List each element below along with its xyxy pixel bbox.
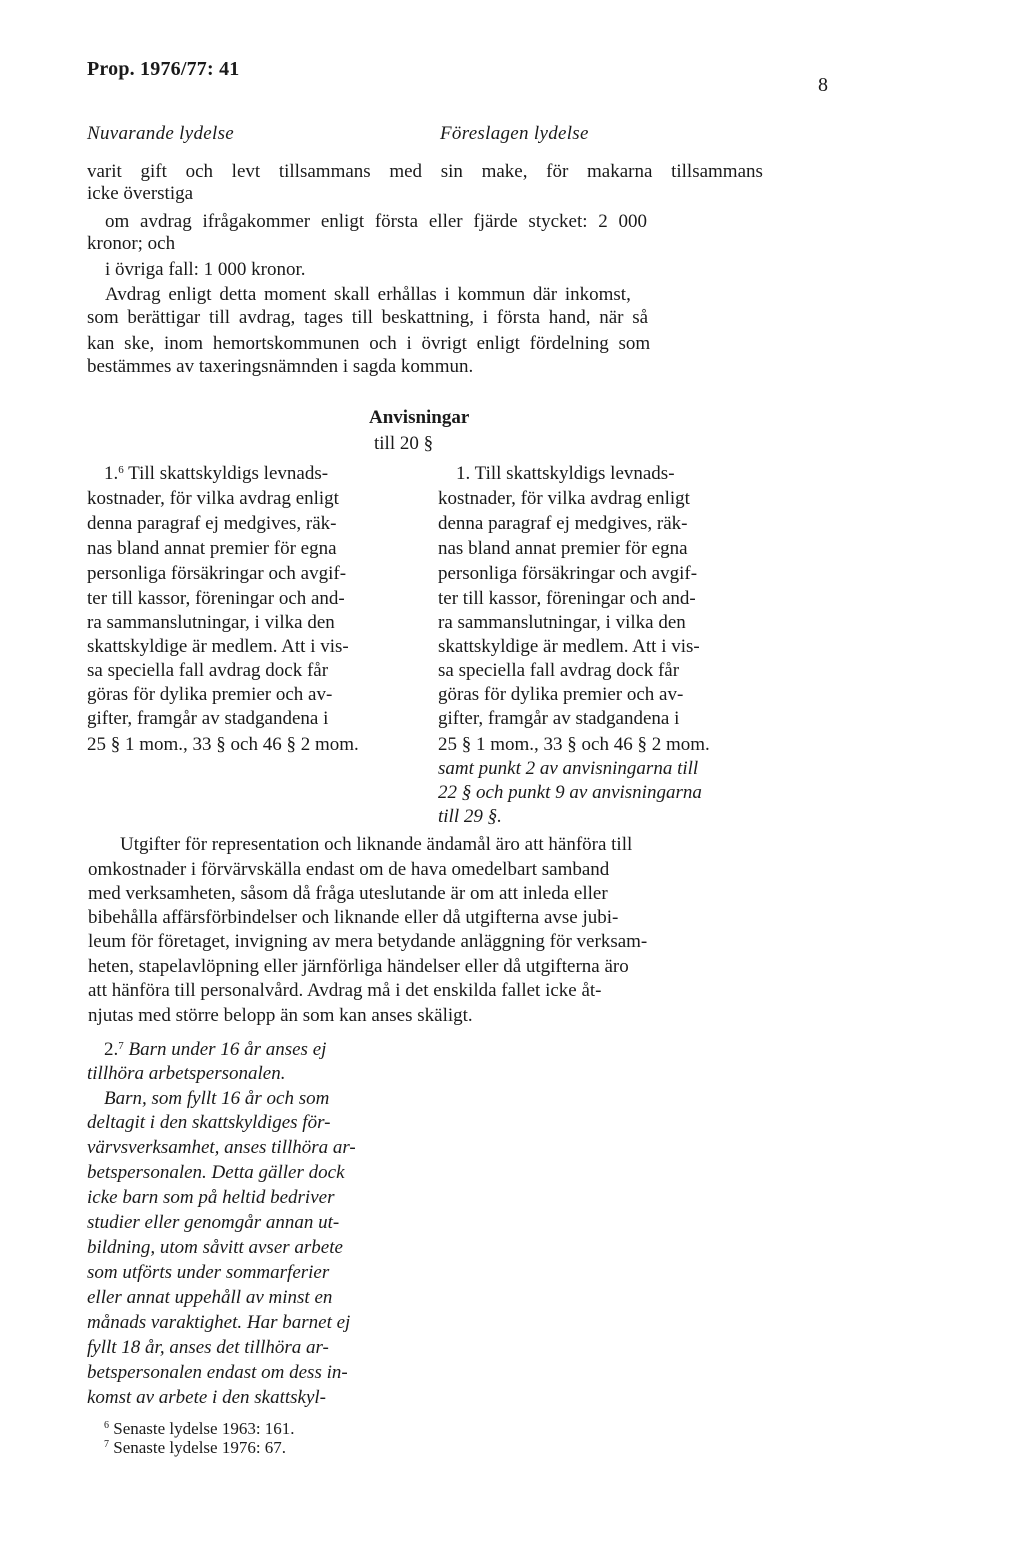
point2-line: betspersonalen endast om dess in- — [87, 1362, 348, 1383]
point1-proposed-line: skattskyldige är medlem. Att i vis- — [438, 636, 700, 657]
point1-proposed-added-line: samt punkt 2 av anvisningarna till — [438, 758, 699, 779]
representation-line: Utgifter för representation och liknande ändamål äro att hänföra till — [120, 834, 633, 855]
word: varit — [87, 161, 122, 182]
point1-current-line: sa speciella fall avdrag dock får — [87, 660, 329, 681]
point2-line: deltagit i den skattskyldiges för- — [87, 1112, 331, 1133]
word: med — [389, 161, 423, 182]
point2-line: Barn, som fyllt 16 år och som — [104, 1088, 330, 1109]
intro-line: kronor; och — [87, 233, 176, 254]
column-header-proposed: Föreslagen lydelse — [440, 123, 589, 144]
point1-marker: 1. — [104, 463, 119, 484]
representation-line: njutas med större belopp än som kan anses skäligt. — [88, 1005, 473, 1026]
point2-line: bildning, utom såvitt avser arbete — [87, 1237, 343, 1258]
point1-proposed-line: ra sammanslutningar, i vilka den — [438, 612, 686, 633]
page-number: 8 — [818, 74, 828, 96]
intro-line: icke överstiga — [87, 183, 194, 204]
word: makarna — [587, 161, 653, 182]
document-reference: Prop. 1976/77: 41 — [87, 58, 240, 80]
word: tillsammans — [671, 161, 763, 182]
point1-proposed-first-line: 1. Till skattskyldigs levnads- — [456, 463, 675, 484]
point2-line: fyllt 18 år, anses det tillhöra ar- — [87, 1337, 329, 1358]
point2-line: som utförts under sommarferier — [87, 1262, 330, 1283]
footnote-ref: 7 — [118, 1040, 124, 1052]
point1-current-line: denna paragraf ej medgives, räk- — [87, 513, 337, 534]
footnote-text: Senaste lydelse 1976: 67. — [113, 1438, 287, 1457]
point2-line: värvsverksamhet, anses tillhöra ar- — [87, 1137, 356, 1158]
point1-current-line: skattskyldige är medlem. Att i vis- — [87, 636, 349, 657]
footnote-mark: 6 — [104, 1420, 109, 1431]
point2-line: eller annat uppehåll av minst en — [87, 1287, 333, 1308]
footnote — [104, 1436, 286, 1459]
word: gift — [140, 161, 167, 182]
section-subheading: till 20 § — [374, 433, 434, 454]
point1-current-line: personliga försäkringar och avgif- — [87, 563, 347, 584]
intro-line: i övriga fall: 1 000 kronor. — [105, 259, 306, 280]
point1-current-first-line — [104, 462, 328, 485]
representation-line: med verksamheten, såsom då fråga uteslutande är om att inleda eller — [88, 883, 608, 904]
intro-line: som berättigar till avdrag, tages till beskattning, i första hand, när så — [87, 307, 649, 328]
point1-proposed-line: 25 § 1 mom., 33 § och 46 § 2 mom. — [438, 734, 710, 755]
point1-proposed-added-line: till 29 §. — [438, 806, 502, 827]
word: levt — [231, 161, 261, 182]
word: make, — [481, 161, 528, 182]
column-header-current: Nuvarande lydelse — [87, 123, 235, 144]
point2-line: komst av arbete i den skattskyl- — [87, 1387, 327, 1408]
point2-line: tillhöra arbetspersonalen. — [87, 1063, 286, 1084]
word: tillsammans — [278, 161, 371, 182]
footnote-text: Senaste lydelse 1963: 161. — [113, 1419, 295, 1438]
point1-proposed-line: sa speciella fall avdrag dock får — [438, 660, 680, 681]
intro-line: kan ske, inom hemortskommunen och i övrigt enligt fördelning som — [87, 333, 651, 354]
point2-text: Barn under 16 år anses ej — [128, 1039, 327, 1060]
representation-line: bibehålla affärsförbindelser och liknande eller då utgifterna avse jubi- — [88, 907, 619, 928]
point2-line: studier eller genomgår annan ut- — [87, 1212, 340, 1233]
word: och — [185, 161, 213, 182]
point1-current-line: ter till kassor, föreningar och and- — [87, 588, 345, 609]
representation-line: att hänföra till personalvård. Avdrag må i det enskilda fallet icke åt- — [88, 980, 602, 1001]
intro-line: Avdrag enligt detta moment skall erhållas i kommun där inkomst, — [105, 284, 631, 305]
point1-proposed-line: kostnader, för vilka avdrag enligt — [438, 488, 690, 509]
point1-current-text: Till skattskyldigs levnads- — [128, 463, 329, 484]
point1-current-line: kostnader, för vilka avdrag enligt — [87, 488, 339, 509]
intro-line: om avdrag ifrågakommer enligt första eller fjärde stycket: 2 000 — [105, 211, 648, 232]
word: sin — [440, 161, 463, 182]
point2-line: månads varaktighet. Har barnet ej — [87, 1312, 351, 1333]
point1-proposed-line: personliga försäkringar och avgif- — [438, 563, 698, 584]
section-heading: Anvisningar — [369, 407, 470, 428]
point1-proposed-line: nas bland annat premier för egna — [438, 538, 688, 559]
point1-current-line: 25 § 1 mom., 33 § och 46 § 2 mom. — [87, 734, 359, 755]
point1-proposed-line: göras för dylika premier och av- — [438, 684, 684, 705]
point1-current-line: ra sammanslutningar, i vilka den — [87, 612, 335, 633]
point2-line: icke barn som på heltid bedriver — [87, 1187, 335, 1208]
representation-line: omkostnader i förvärvskälla endast om de hava omedelbart samband — [88, 859, 610, 880]
representation-line: heten, stapelavlöpning eller järnförliga händelser eller då utgifterna äro — [88, 956, 629, 977]
point1-proposed-line: denna paragraf ej medgives, räk- — [438, 513, 688, 534]
point1-current-line: gifter, framgår av stadgandena i — [87, 708, 329, 729]
point1-proposed-line: gifter, framgår av stadgandena i — [438, 708, 680, 729]
intro-line — [87, 160, 763, 183]
point1-proposed-line: ter till kassor, föreningar och and- — [438, 588, 696, 609]
point1-current-line: nas bland annat premier för egna — [87, 538, 337, 559]
intro-line: bestämmes av taxeringsnämnden i sagda kommun. — [87, 356, 474, 377]
footnote-mark: 7 — [104, 1439, 109, 1450]
point1-current-line: göras för dylika premier och av- — [87, 684, 333, 705]
point2-first-line — [104, 1038, 326, 1061]
point2-marker: 2. — [104, 1039, 119, 1060]
footnote-ref: 6 — [118, 464, 124, 476]
point2-line: betspersonalen. Detta gäller dock — [87, 1162, 345, 1183]
representation-line: leum för företaget, invigning av mera betydande anläggning för verksam- — [88, 931, 648, 952]
word: för — [546, 161, 569, 182]
point1-proposed-added-line: 22 § och punkt 9 av anvisningarna — [438, 782, 702, 803]
